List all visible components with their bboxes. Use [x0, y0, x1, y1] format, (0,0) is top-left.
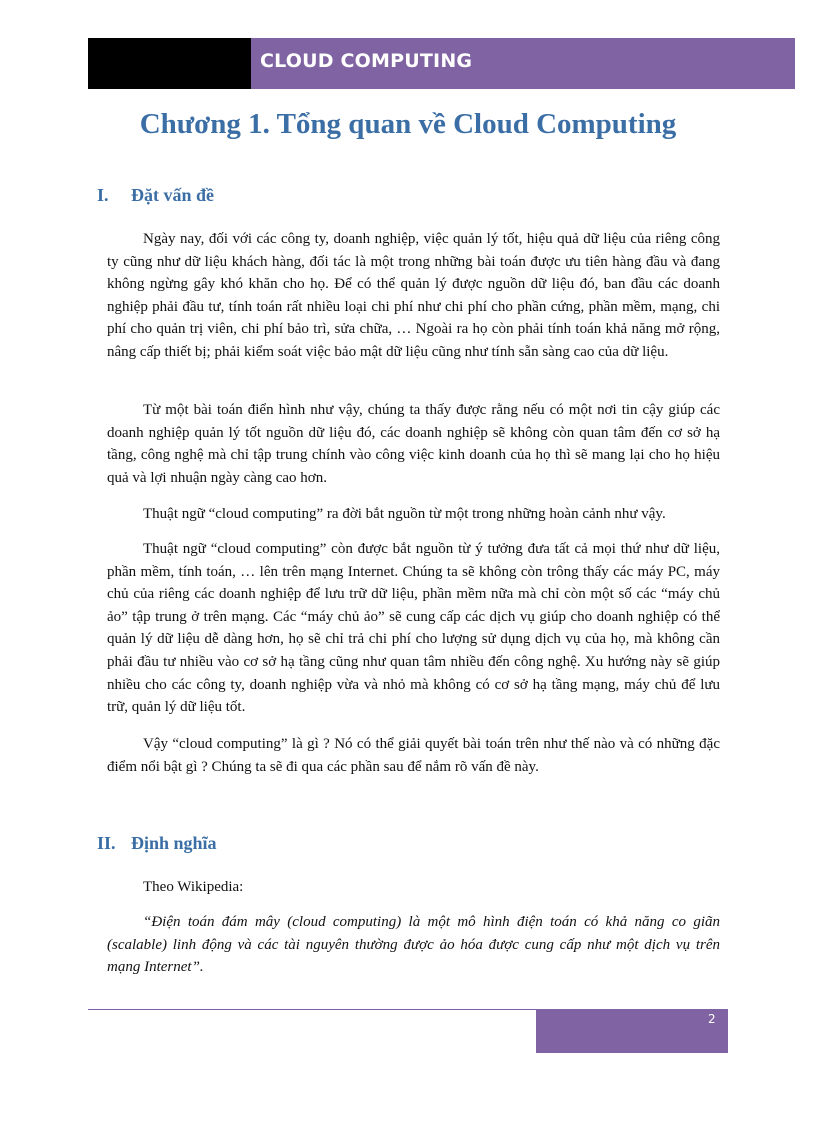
paragraph: Thuật ngữ “cloud computing” còn được bắt nguồn từ ý tưởng đưa tất cả mọi thứ như dữ liệu, phần mềm, tính toán, … lên trên mạng Internet. Chúng ta sẽ không còn trông thấy các máy PC, máy chủ của riêng các doanh nghiệp để lưu trữ dữ liệu, phần mềm nữa mà chỉ còn một số các “máy chủ ảo” tập trung ở trên mạng. Các “máy chủ ảo” sẽ cung cấp các dịch vụ giúp cho doanh nghiệp có thể quản lý dữ liệu dễ dàng hơn, họ sẽ chỉ trả chi phí cho lượng sử dụng dịch vụ của họ, mà không cần phải đầu tư nhiều vào cơ sở hạ tầng cũng như quan tâm nhiều đến công nghệ. Xu hướng này sẽ giúp nhiều cho các công ty, doanh nghiệp vừa và nhỏ mà không có cơ sở hạ tầng mạng, máy chủ để lưu trữ, quản lý dữ liệu tốt.	[107, 541, 720, 716]
section-title: Đặt vấn đề	[131, 185, 215, 205]
page-number: 2	[708, 1012, 716, 1026]
footer-page-box	[536, 1009, 728, 1053]
paragraph: Thuật ngữ “cloud computing” ra đời bắt nguồn từ một trong những hoàn cảnh như vậy.	[143, 506, 666, 522]
section-heading-2	[97, 833, 217, 854]
section-number: II.	[97, 833, 116, 853]
header-title: CLOUD COMPUTING	[260, 50, 473, 72]
paragraph: Ngày nay, đối với các công ty, doanh nghiệp, việc quản lý tốt, hiệu quả dữ liệu của riêng công ty cũng như dữ liệu khách hàng, đối tác là một trong những bài toán được ưu tiên hàng đầu và đang không ngừng gây khó khăn cho họ. Để có thể quản lý được nguồn dữ liệu đó, ban đầu các doanh nghiệp phải đầu tư, tính toán rất nhiều loại chi phí như chi phí cho phần cứng, phần mềm, mạng, chi phí cho quản trị viên, chi phí bảo trì, sửa chữa, … Ngoài ra họ còn phải tính toán khả năng mở rộng, nâng cấp thiết bị; phải kiểm soát việc bảo mật dữ liệu cũng như tính sẵn sàng cao của dữ liệu.	[107, 231, 720, 360]
section-title: Định nghĩa	[131, 833, 217, 853]
chapter-title: Chương 1. Tổng quan về Cloud Computing	[139, 108, 677, 140]
paragraph: Theo Wikipedia:	[143, 879, 244, 895]
section-heading-1	[97, 185, 214, 206]
header-black-block	[88, 38, 251, 89]
section-number: I.	[97, 185, 109, 205]
paragraph: Vậy “cloud computing” là gì ? Nó có thể giải quyết bài toán trên như thế nào và có những đặc điểm nổi bật gì ? Chúng ta sẽ đi qua các phần sau để nắm rõ vấn đề này.	[107, 736, 720, 775]
definition-quote: “Điện toán đám mây (cloud computing) là một mô hình điện toán có khả năng co giãn (scalable) linh động và các tài nguyên thường được ảo hóa được cung cấp như một dịch vụ trên mạng Internet”.	[107, 914, 720, 976]
paragraph: Từ một bài toán điển hình như vậy, chúng ta thấy được rằng nếu có một nơi tin cậy giúp các doanh nghiệp quản lý tốt nguồn dữ liệu đó, các doanh nghiệp sẽ không còn quan tâm đến cơ sở hạ tầng, công nghệ mà chỉ tập trung chính vào công việc kinh doanh của họ thì sẽ mang lại cho họ hiệu quả và lợi nhuận ngày càng cao hơn.	[107, 402, 720, 486]
